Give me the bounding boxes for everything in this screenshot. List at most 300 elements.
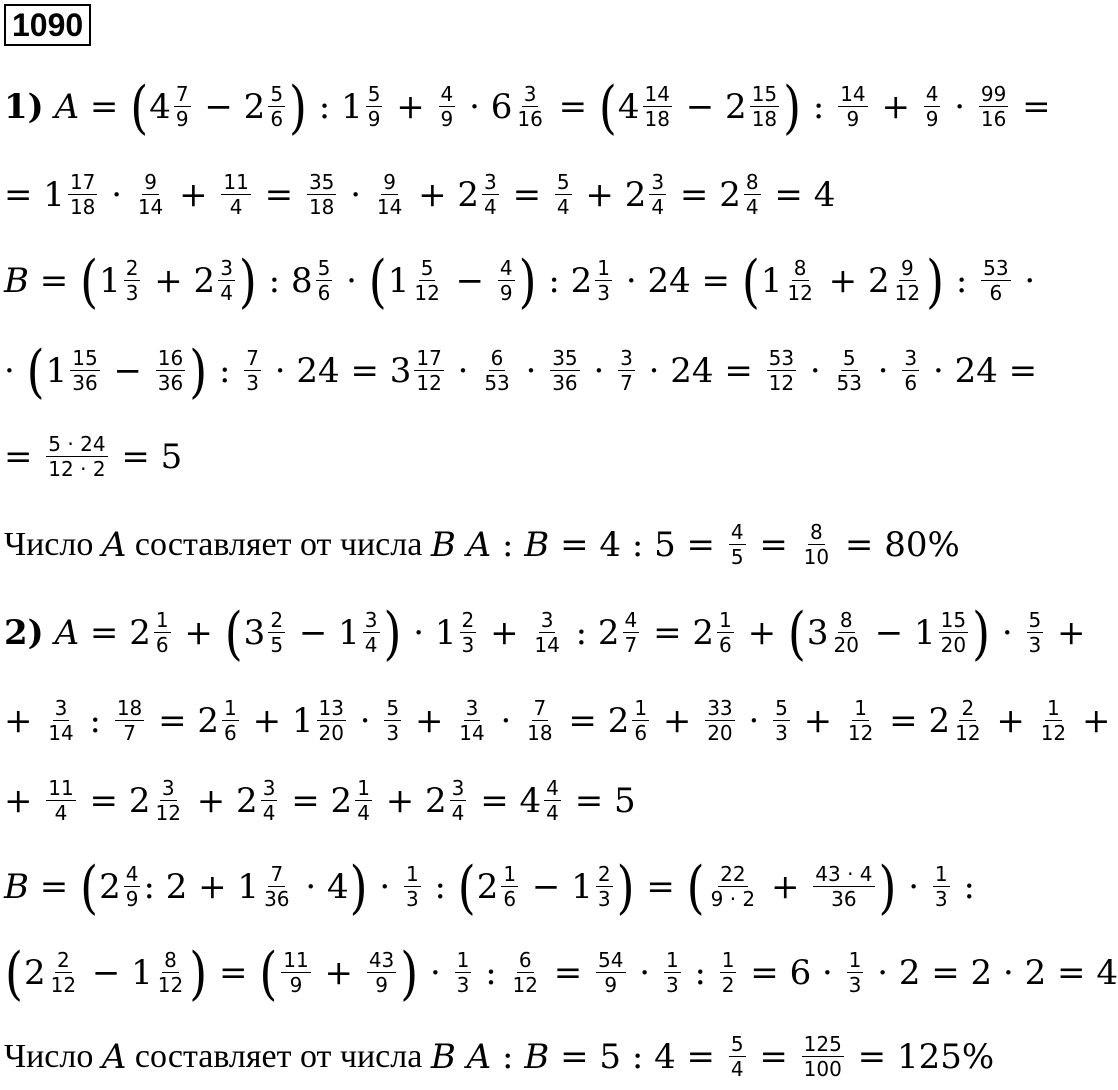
- math-text: +: [168, 174, 219, 215]
- denominator: 6: [719, 633, 732, 657]
- parenthesis: (: [368, 246, 387, 315]
- math-text: − 1: [863, 612, 936, 653]
- math-text: :: [945, 260, 979, 301]
- numerator: 35: [308, 170, 335, 194]
- fraction: [375, 170, 404, 219]
- math-text: ·: [4, 350, 26, 391]
- numerator: 35: [552, 346, 578, 370]
- fraction: [632, 696, 649, 745]
- math-text: = 2: [669, 174, 741, 215]
- fraction: [46, 776, 75, 825]
- numerator: 3: [523, 82, 537, 106]
- math-text: ·: [335, 260, 368, 301]
- fraction: [717, 608, 734, 657]
- denominator: 6: [155, 633, 169, 657]
- fraction: [924, 82, 941, 131]
- denominator: 12: [155, 801, 181, 825]
- denominator: 100: [803, 1057, 842, 1081]
- numerator: 1: [456, 948, 470, 972]
- math-text: = 2: [79, 612, 151, 653]
- math-text: = 2: [557, 700, 630, 741]
- numerator: 5: [730, 1032, 744, 1056]
- parenthesis: ): [972, 598, 991, 667]
- variable: B: [430, 524, 456, 565]
- numerator: 14: [840, 82, 866, 106]
- fraction: [705, 696, 734, 745]
- fraction: [835, 346, 864, 395]
- denominator: 9: [175, 107, 189, 131]
- numerator: 5: [270, 82, 284, 106]
- parenthesis: (: [686, 852, 705, 921]
- math-text: = 80%: [834, 524, 960, 565]
- denominator: 6: [904, 371, 918, 395]
- numerator: 15: [751, 82, 778, 106]
- fraction: [838, 82, 867, 131]
- variable: B: [4, 260, 29, 301]
- math-text: [44, 87, 55, 127]
- math-text: =: [748, 1036, 799, 1077]
- math-text: =: [79, 86, 130, 127]
- equation-line: [4, 776, 956, 825]
- denominator: 4: [229, 195, 243, 219]
- math-text: =: [29, 260, 80, 301]
- math-text: =: [542, 952, 594, 993]
- numerator: 5: [317, 256, 331, 280]
- math-text: +: [173, 612, 224, 653]
- math-text: :: [491, 524, 525, 565]
- parenthesis: (: [598, 72, 617, 141]
- numerator: 8: [164, 948, 177, 972]
- fraction: [154, 608, 171, 657]
- parenthesis: ): [238, 246, 257, 315]
- fraction: [124, 256, 141, 305]
- denominator: 9 · 2: [710, 887, 756, 911]
- denominator: 4: [220, 281, 233, 305]
- math-text: [44, 613, 55, 653]
- math-text: ·: [100, 174, 133, 215]
- fraction: [498, 256, 515, 305]
- denominator: 12: [1040, 721, 1067, 745]
- denominator: 5: [270, 633, 284, 657]
- math-text: +: [479, 612, 530, 653]
- math-text: ·: [446, 350, 480, 391]
- math-text: : 2 + 1: [143, 866, 260, 907]
- parenthesis: (: [80, 246, 99, 315]
- equation-line: [4, 170, 956, 219]
- numerator: 13: [318, 696, 344, 720]
- denominator: 3: [405, 887, 419, 911]
- fraction: [939, 608, 968, 657]
- numerator: 2: [125, 256, 139, 280]
- variable: A: [54, 612, 80, 653]
- fraction: [412, 256, 441, 305]
- math-text: 4: [617, 86, 640, 127]
- math-text: :: [802, 86, 836, 127]
- math-text: +: [985, 700, 1036, 741]
- math-text: [456, 1037, 467, 1077]
- math-text: +: [1071, 700, 1111, 741]
- math-text: :: [683, 952, 717, 993]
- equation-line: [4, 598, 1086, 667]
- math-text: = 125%: [846, 1036, 995, 1077]
- parenthesis: ): [400, 938, 419, 1007]
- math-text: − 2: [674, 86, 747, 127]
- denominator: 20: [940, 633, 967, 657]
- denominator: 3: [597, 281, 611, 305]
- math-text: 2: [23, 952, 46, 993]
- fraction: [482, 170, 499, 219]
- numerator: 1: [721, 948, 735, 972]
- math-text: ·: [799, 350, 832, 391]
- numerator: 17: [416, 346, 442, 370]
- math-text: = 2: [642, 612, 715, 653]
- math-text: +: [404, 700, 455, 741]
- math-text: ·: [368, 866, 401, 907]
- equation-line: [4, 852, 975, 921]
- parenthesis: ): [289, 72, 307, 141]
- math-text: +: [652, 700, 703, 741]
- math-text: +: [4, 780, 44, 821]
- denominator: 6: [989, 281, 1003, 305]
- fraction: [767, 346, 796, 395]
- equation-line: [4, 938, 1118, 1007]
- math-text: = 2: [147, 700, 220, 741]
- numerator: 4: [440, 82, 454, 106]
- denominator: 4: [262, 801, 276, 825]
- denominator: 9: [289, 973, 303, 997]
- math-text: ·: [866, 350, 900, 391]
- numerator: 4: [125, 862, 139, 886]
- math-text: =: [1011, 86, 1051, 127]
- fraction: [596, 862, 613, 911]
- parenthesis: ): [878, 852, 897, 921]
- math-text: ·: [582, 350, 616, 391]
- numerator: 1: [224, 696, 237, 720]
- numerator: 7: [246, 346, 259, 370]
- fraction: [532, 608, 561, 657]
- numerator: 17: [69, 170, 96, 194]
- fraction: [414, 346, 443, 395]
- denominator: 4: [357, 801, 370, 825]
- denominator: 3: [597, 887, 611, 911]
- denominator: 12 · 2: [48, 457, 106, 481]
- fraction: [618, 346, 635, 395]
- numerator: 3: [904, 346, 918, 370]
- math-text: −: [444, 260, 495, 301]
- math-text: = 2: [280, 780, 353, 821]
- math-text: −: [102, 350, 153, 391]
- denominator: 4: [651, 195, 665, 219]
- math-text: ·: [991, 612, 1024, 653]
- numerator: 125: [803, 1032, 842, 1056]
- fraction: [124, 862, 141, 911]
- math-text: =: [635, 866, 686, 907]
- math-text: + 1: [241, 700, 314, 741]
- denominator: 16: [980, 107, 1007, 131]
- denominator: 14: [376, 195, 403, 219]
- math-text: ·: [897, 866, 930, 907]
- math-text: − 1: [288, 612, 360, 653]
- math-text: +: [736, 612, 787, 653]
- numerator: 1: [597, 256, 611, 280]
- denominator: 36: [72, 371, 98, 395]
- denominator: 18: [527, 721, 553, 745]
- numerator: 4: [546, 776, 559, 800]
- numerator: 1: [848, 948, 862, 972]
- denominator: 18: [69, 195, 96, 219]
- fraction: [457, 696, 486, 745]
- math-text: 4: [149, 86, 171, 127]
- numerator: 9: [144, 170, 157, 194]
- part-label: 2): [4, 612, 44, 653]
- denominator: 12: [50, 973, 77, 997]
- fraction: [813, 862, 874, 911]
- numerator: 9: [900, 256, 914, 280]
- numerator: 18: [116, 696, 143, 720]
- denominator: 9: [925, 107, 939, 131]
- math-text: = 2: [78, 780, 151, 821]
- denominator: 36: [157, 371, 184, 395]
- fraction: [893, 256, 922, 305]
- fraction: [750, 82, 779, 131]
- denominator: 14: [48, 721, 74, 745]
- fraction: [510, 948, 539, 997]
- numerator: 7: [270, 862, 284, 886]
- fraction: [802, 520, 831, 569]
- text-run: составляет от числа: [126, 525, 431, 563]
- denominator: 6: [317, 281, 331, 305]
- denominator: 18: [644, 107, 670, 131]
- fraction: [455, 948, 472, 997]
- math-text: +: [870, 86, 921, 127]
- fraction: [902, 346, 919, 395]
- numerator: 11: [48, 776, 74, 800]
- fraction: [709, 862, 758, 911]
- parenthesis: ): [349, 852, 368, 921]
- denominator: 9: [846, 107, 860, 131]
- math-text: 2: [99, 866, 121, 907]
- numerator: 1: [854, 696, 868, 720]
- fraction: [501, 862, 518, 911]
- numerator: 7: [533, 696, 547, 720]
- math-text: = 6 ·: [739, 952, 844, 993]
- denominator: 18: [308, 195, 335, 219]
- denominator: 20: [833, 633, 859, 657]
- fraction: [460, 608, 477, 657]
- fraction: [831, 608, 860, 657]
- math-text: ·: [628, 952, 661, 993]
- parenthesis: ): [616, 852, 635, 921]
- parenthesis: ): [783, 72, 802, 141]
- numerator: 1: [719, 608, 732, 632]
- fraction: [154, 776, 183, 825]
- denominator: 12: [894, 281, 921, 305]
- numerator: 3: [54, 696, 68, 720]
- denominator: 16: [517, 107, 543, 131]
- math-text: : 2: [564, 612, 620, 653]
- math-text: =: [253, 174, 304, 215]
- numerator: 8: [839, 608, 853, 632]
- math-text: +: [313, 952, 364, 993]
- denominator: 14: [459, 721, 485, 745]
- fraction: [729, 1032, 746, 1081]
- math-text: · 24 =: [615, 260, 741, 301]
- fraction: [555, 170, 572, 219]
- numerator: 43: [368, 948, 395, 972]
- equation-line: [4, 336, 1038, 405]
- denominator: 6: [224, 721, 237, 745]
- numerator: 15: [72, 346, 98, 370]
- denominator: 12: [157, 973, 184, 997]
- math-text: + 2: [574, 174, 647, 215]
- math-text: :: [474, 952, 508, 993]
- fraction: [595, 256, 612, 305]
- math-text: =: [547, 86, 598, 127]
- numerator: 7: [175, 82, 189, 106]
- math-text: + 2: [185, 780, 258, 821]
- fraction: [846, 696, 875, 745]
- math-text: +: [1046, 612, 1086, 653]
- denominator: 3: [125, 281, 139, 305]
- math-text: ·: [489, 700, 523, 741]
- numerator: 2: [961, 696, 975, 720]
- numerator: 5: [775, 696, 788, 720]
- numerator: 16: [157, 346, 184, 370]
- denominator: 18: [751, 107, 778, 131]
- numerator: 53: [983, 256, 1009, 280]
- fraction: [156, 346, 185, 395]
- fraction: [268, 82, 285, 131]
- numerator: 5: [556, 170, 570, 194]
- math-text: + 2: [817, 260, 890, 301]
- fraction: [268, 608, 285, 657]
- variable: B: [4, 866, 29, 907]
- math-text: : 8: [257, 260, 313, 301]
- fraction: [262, 862, 291, 911]
- math-text: · 1: [402, 612, 457, 653]
- denominator: 12: [768, 371, 795, 395]
- denominator: 36: [552, 371, 578, 395]
- fraction: [221, 170, 250, 219]
- numerator: 3: [651, 170, 665, 194]
- denominator: 12: [847, 721, 874, 745]
- numerator: 9: [383, 170, 396, 194]
- denominator: 20: [318, 721, 344, 745]
- math-text: = 2: [878, 700, 951, 741]
- fraction: [785, 256, 814, 305]
- text-run: Число: [4, 1037, 102, 1075]
- numerator: 4: [925, 82, 939, 106]
- numerator: 1: [934, 862, 948, 886]
- math-text: =: [4, 436, 44, 477]
- fraction: [384, 696, 401, 745]
- fraction: [307, 170, 336, 219]
- math-text: · 24 =: [637, 350, 764, 391]
- numerator: 4: [499, 256, 513, 280]
- fraction: [664, 948, 681, 997]
- math-text: ·: [348, 700, 382, 741]
- denominator: 3: [386, 721, 400, 745]
- numerator: 1: [503, 862, 517, 886]
- variable: B: [524, 524, 550, 565]
- parenthesis: (: [5, 938, 23, 1007]
- fraction: [744, 170, 761, 219]
- fraction: [596, 948, 625, 997]
- math-text: 1: [387, 260, 410, 301]
- denominator: 12: [787, 281, 813, 305]
- text-run: Число: [4, 525, 102, 563]
- math-text: :: [423, 866, 457, 907]
- denominator: 4: [364, 633, 378, 657]
- numerator: 22: [720, 862, 746, 886]
- math-text: [456, 525, 467, 565]
- numerator: 6: [490, 346, 504, 370]
- fraction: [979, 82, 1008, 131]
- math-text: = 5: [563, 780, 636, 821]
- numerator: 54: [598, 948, 624, 972]
- fraction: [773, 696, 790, 745]
- math-text: 3: [243, 612, 266, 653]
- numerator: 5: [842, 346, 856, 370]
- denominator: 9: [367, 107, 381, 131]
- numerator: 33: [707, 696, 733, 720]
- numerator: 1: [357, 776, 370, 800]
- numerator: 11: [283, 948, 309, 972]
- equation-line: [4, 72, 1051, 141]
- numerator: 3: [620, 346, 633, 370]
- denominator: 9: [375, 973, 388, 997]
- numerator: 3: [465, 696, 479, 720]
- denominator: 12: [414, 281, 440, 305]
- denominator: 6: [634, 721, 648, 745]
- fraction: [316, 256, 333, 305]
- denominator: 12: [955, 721, 981, 745]
- math-text: +: [792, 700, 843, 741]
- fraction: [643, 82, 672, 131]
- numerator: 1: [665, 948, 679, 972]
- fraction: [525, 696, 554, 745]
- math-text: =: [748, 524, 799, 565]
- math-text: = 1: [4, 174, 65, 215]
- math-text: − 1: [81, 952, 153, 993]
- equation-line: [4, 246, 1036, 315]
- math-text: = 4: [763, 174, 836, 215]
- denominator: 36: [831, 887, 857, 911]
- math-text: :: [491, 1036, 525, 1077]
- problem-number: 1090: [4, 4, 91, 46]
- denominator: 9: [440, 107, 454, 131]
- numerator: 4: [730, 520, 744, 544]
- math-text: ·: [514, 350, 548, 391]
- math-text: :: [952, 866, 975, 907]
- math-text: :: [78, 700, 112, 741]
- numerator: 11: [223, 170, 249, 194]
- math-text: · 4: [294, 866, 349, 907]
- denominator: 3: [934, 887, 948, 911]
- fraction: [1039, 696, 1068, 745]
- math-text: = 5: [110, 436, 183, 477]
- numerator: 1: [1047, 696, 1060, 720]
- fraction: [317, 696, 346, 745]
- math-text: 3: [806, 612, 829, 653]
- fraction: [115, 696, 144, 745]
- numerator: 8: [745, 170, 759, 194]
- denominator: 5: [730, 545, 744, 569]
- fraction: [847, 948, 864, 997]
- denominator: 4: [730, 1057, 744, 1081]
- denominator: 4: [745, 195, 759, 219]
- denominator: 4: [484, 195, 497, 219]
